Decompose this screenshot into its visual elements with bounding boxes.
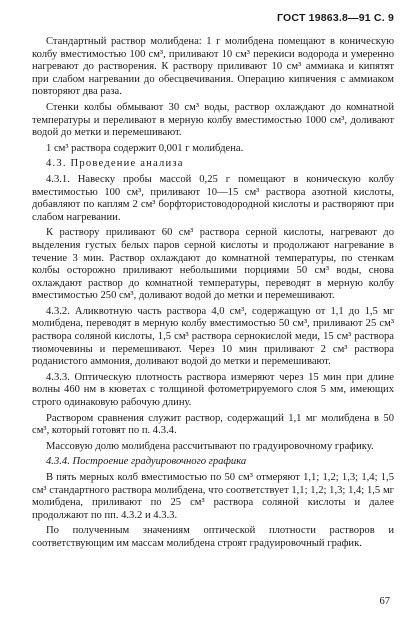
paragraph-flask-washing: Стенки колбы обмывают 30 см³ воды, раствор охлаждают до комнатной температуры и переливают в мерную колбу вместимостью 1000 см³, доливают водой до метки и перемешивают. — [32, 101, 394, 139]
page-number: 67 — [379, 596, 390, 607]
paragraph-concentration: 1 см³ раствора содержит 0,001 г молибдена. — [46, 142, 244, 154]
page-content — [32, 36, 394, 551]
paragraph-4-3-3: 4.3.3. Оптическую плотность раствора измеряют через 15 мин при длине волны 460 нм в кюветах с толщиной фотометрируемого слоя 5 мм, имеющих строго одинаковую рабочую длину. — [32, 371, 394, 409]
paragraph-reference-solution: Раствором сравнения служит раствор, содержащий 1,1 мг молибдена в 50 см³, который готовят по п. 4.3.4. — [32, 412, 394, 437]
paragraph-sulfuric-acid: К раствору приливают 60 см³ раствора серной кислоты, нагревают до выделения густых белых паров серной кислоты и продолжают нагревание в течение 3 мин. Раствор охлаждают до комнатной температуры, по стенкам колбы осторожно приливают небольшими порциями 50 см³ воды, снова охлаждают раствор до комнатной температуры, переводят в мерную колбу вместимостью 250 см³, доливают водой до метки и перемешивают. — [32, 227, 394, 302]
paragraph-build-graph: По полученным значениям оптической плотности растворов и соответствующим им массам молибдена строят градуировочный график. — [32, 525, 394, 549]
paragraph-4-3-1: 4.3.1. Навеску пробы массой 0,25 г помещают в коническую колбу вместимостью 100 см³, приливают 10—15 см³ раствора азотной кислоты, добавляют по каплям 2 см³ борфтористоводородной кислоты и растворяют при слабом нагревании. — [32, 173, 394, 223]
paragraph-five-flasks: В пять мерных колб вместимостью по 50 см³ отмеряют 1,1; 1,2; 1,3; 1,4; 1,5 см³ стандартного раствора молибдена, что соответствует 1,1; 1,2; 1,3; 1,4; 1,5 мг молибдена, приливают по 25 см³ раствора соляной кислоты и далее продолжают по пп. 4.3.2 и 4.3.3. — [32, 472, 394, 521]
paragraph-4-3-2: 4.3.2. Аликвотную часть раствора 4,0 см³, содержащую от 1,1 до 1,5 мг молибдена, переводят в мерную колбу вместимостью 50 см³, приливают 25 см³ раствора соляной кислоты, 1,5 см³ раствора сернокислой меди, 15 см³ раствора тиомочевины и перемешивают. Через 10 мин приливают 2 см³ раствора роданистого аммония, доливают водой до метки и перемешивают. — [32, 305, 394, 368]
paragraph-mass-fraction: Массовую долю молибдена рассчитывают по градуировочному графику. — [46, 440, 374, 452]
page-header: ГОСТ 19863.8—91 С. 9 — [277, 12, 394, 24]
section-heading-analysis: 4.3. Проведение анализа — [46, 158, 184, 170]
section-heading-calibration: 4.3.4. Построение градуировочного графика — [46, 456, 247, 468]
paragraph-standard-solution: Стандартный раствор молибдена: 1 г молибдена помещают в коническую колбу вместимостью 100 см³, приливают 10 см³ перекиси водорода и умеренно нагревают до растворения. К раствору приливают 10 см³ аммиака и кипятят при слабом нагревании до обесцвечивания. Операцию кипячения с аммиаком повторяют два раза. — [32, 36, 394, 98]
